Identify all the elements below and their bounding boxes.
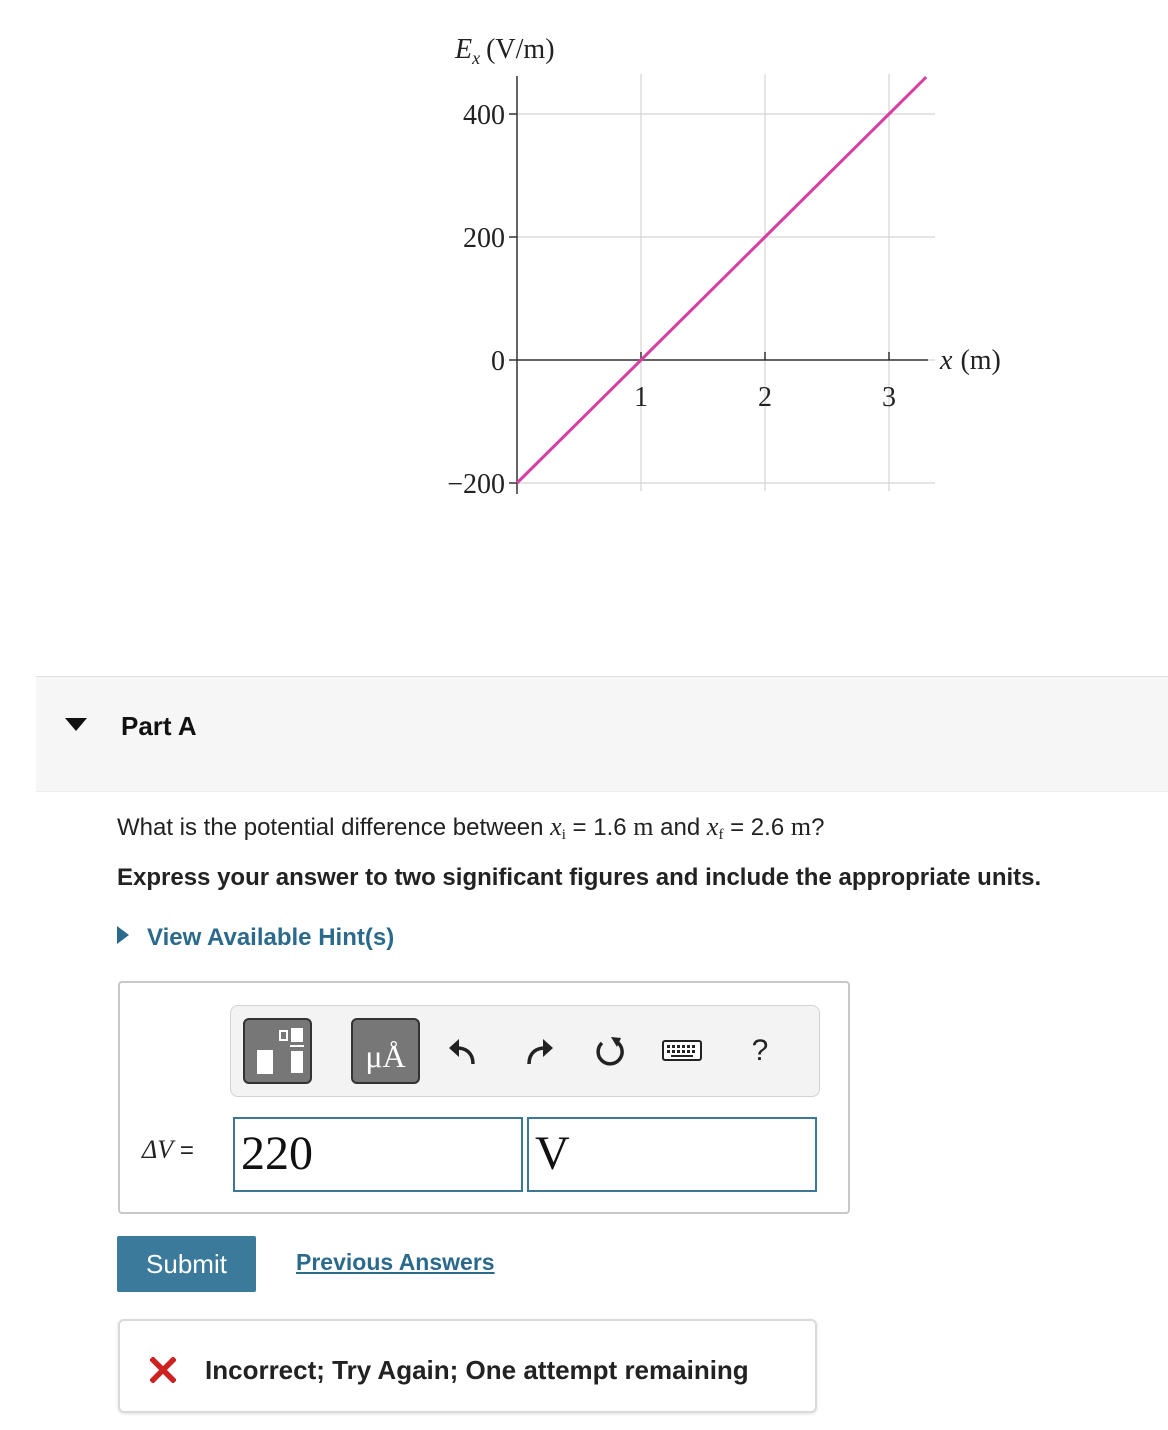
- y-tick-label: −200: [447, 469, 505, 500]
- reset-icon: [593, 1034, 627, 1068]
- series-line-ex: [517, 77, 926, 483]
- previous-answers-link[interactable]: Previous Answers: [296, 1249, 495, 1275]
- x-tick-label: 3: [882, 382, 896, 413]
- units-button[interactable]: μÅ: [351, 1018, 420, 1084]
- collapse-triangle-icon[interactable]: [65, 718, 87, 731]
- redo-button[interactable]: [517, 1028, 563, 1074]
- templates-button[interactable]: [243, 1018, 312, 1084]
- math-toolbar: [230, 1005, 820, 1097]
- expand-arrow-icon: [117, 926, 129, 944]
- x-tick-label: 2: [758, 382, 772, 413]
- x-tick-label: 1: [634, 382, 648, 413]
- part-a-header[interactable]: [36, 676, 1168, 792]
- feedback-message: Incorrect; Try Again; One attempt remaining: [205, 1355, 749, 1385]
- chart-ticks: [447, 100, 896, 500]
- incorrect-x-icon: [150, 1357, 176, 1383]
- y-tick-label: 400: [463, 100, 505, 131]
- y-axis-label: $E_x$ (V/m): [455, 34, 555, 68]
- unit-input[interactable]: V: [527, 1117, 817, 1192]
- electric-field-graph: [0, 0, 1168, 660]
- help-button[interactable]: ?: [751, 1034, 769, 1067]
- value-input[interactable]: 220: [233, 1117, 523, 1192]
- answer-instruction: Express your answer to two significant figures and include the appropriate units.: [117, 864, 1042, 891]
- y-tick-label: 0: [491, 346, 505, 377]
- redo-icon: [523, 1034, 557, 1068]
- keyboard-button[interactable]: [659, 1028, 705, 1074]
- undo-icon: [445, 1034, 479, 1068]
- reset-button[interactable]: [587, 1028, 633, 1074]
- template-block-icon: [257, 1050, 273, 1074]
- question-text: What is the potential difference between $x_i = 1.6$ m and $x_f = 2.6$ m?: [117, 812, 825, 843]
- chart-axes: [517, 76, 928, 494]
- keyboard-icon: [662, 1039, 702, 1063]
- feedback-panel: [118, 1319, 817, 1413]
- xi-variable: $x_i$: [550, 812, 566, 843]
- y-tick-label: 200: [463, 223, 505, 254]
- undo-button[interactable]: [439, 1028, 485, 1074]
- submit-button[interactable]: Submit: [117, 1236, 256, 1292]
- view-hints-link[interactable]: View Available Hint(s): [117, 924, 394, 952]
- chart-series: [517, 77, 926, 483]
- part-title: Part A: [121, 711, 197, 741]
- xf-variable: $x_f$: [706, 812, 724, 843]
- chart-grid: [517, 74, 935, 491]
- x-axis-label: x (m): [940, 345, 1001, 376]
- answer-box: [118, 981, 850, 1214]
- delta-v-label: ΔV =: [142, 1135, 194, 1164]
